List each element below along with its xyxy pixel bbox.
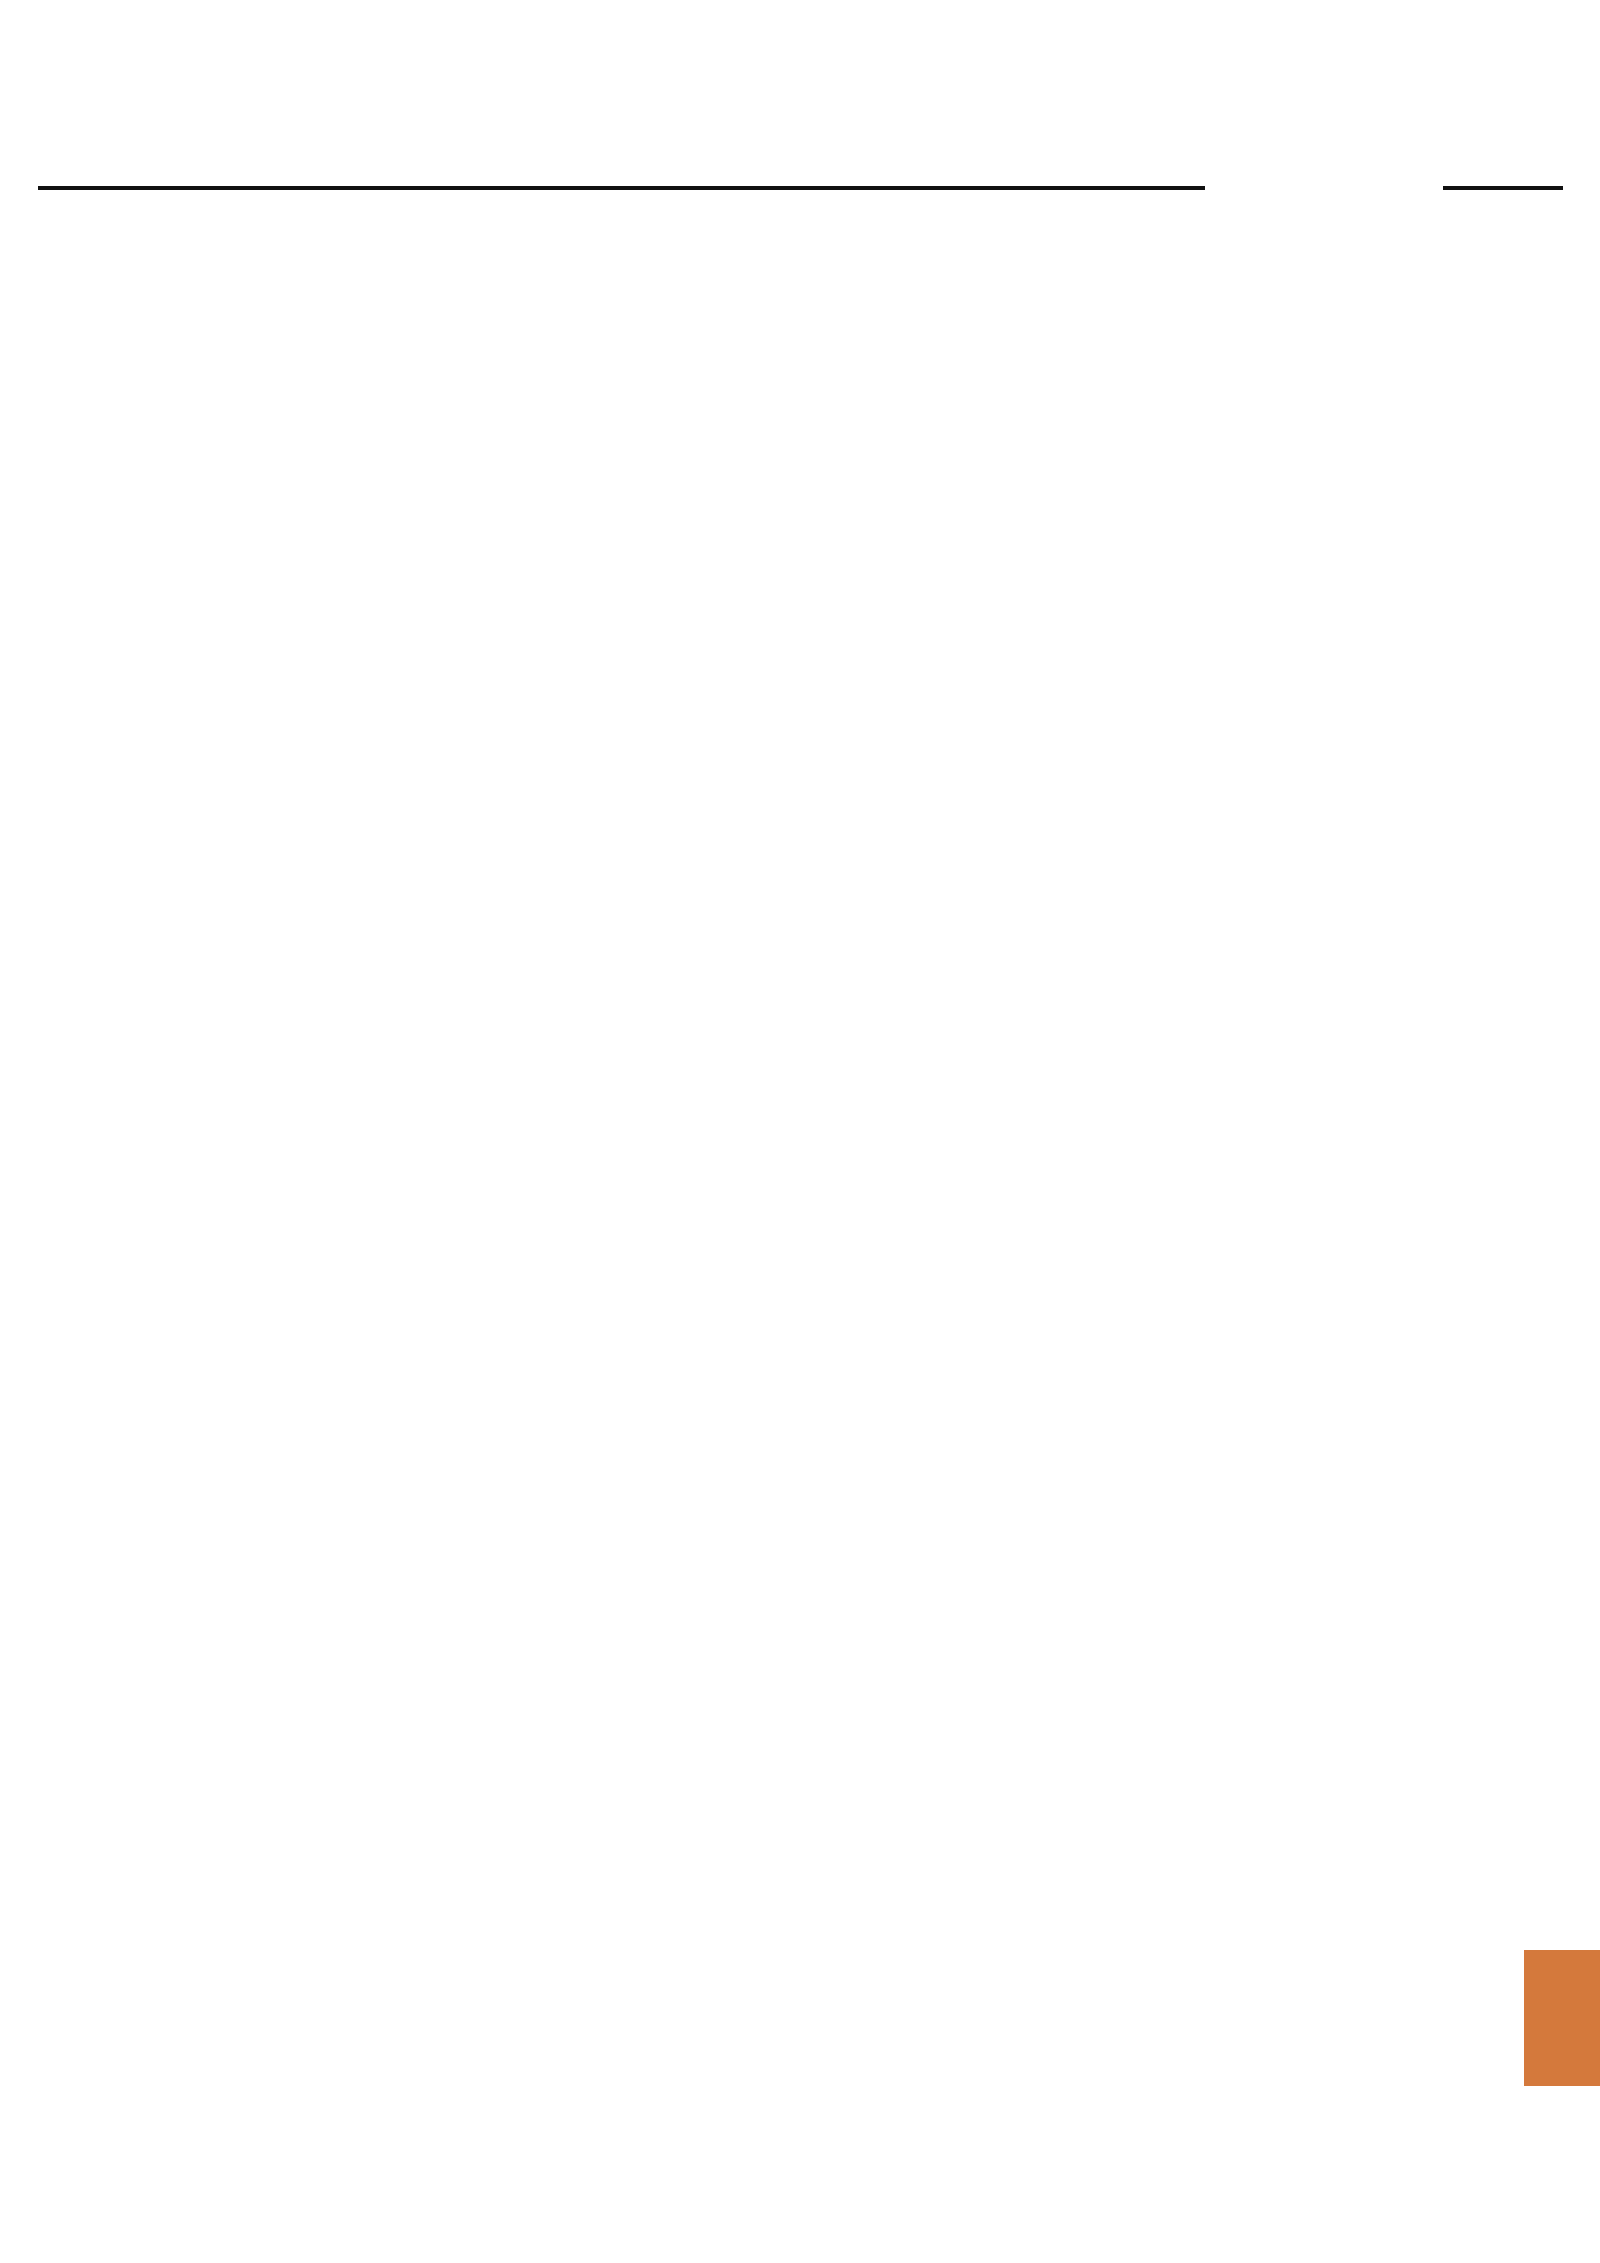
footer-color-bar — [0, 2217, 1600, 2263]
header-rule-right — [1443, 186, 1563, 190]
header-rule — [38, 186, 1205, 190]
chapter-tab[interactable] — [1524, 1950, 1600, 2086]
